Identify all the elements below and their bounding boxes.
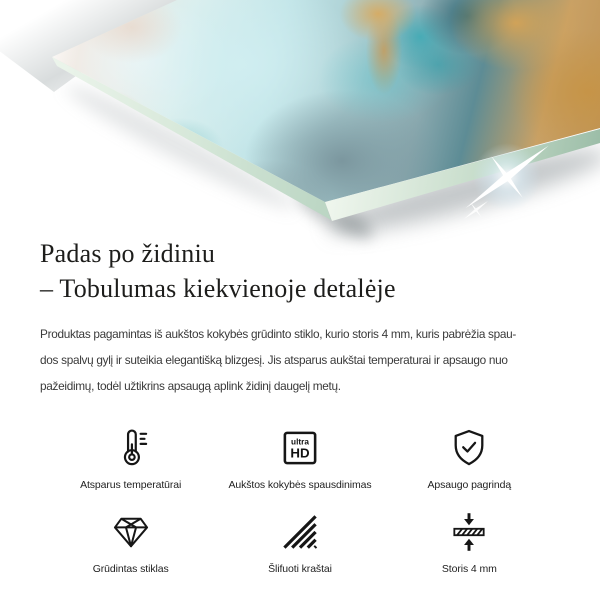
feature-label: Storis 4 mm	[441, 563, 497, 575]
feature-grid	[40, 424, 560, 577]
feature-thickness	[385, 508, 554, 577]
feature-label: Atsparus temperatūrai	[80, 479, 182, 491]
small-sparkle-icon	[458, 192, 494, 228]
ultra-hd-icon-text-bottom: HD	[290, 445, 310, 461]
thermometer-icon	[109, 424, 153, 472]
page-title	[40, 236, 560, 306]
feature-label: Aukštos kokybės spausdinimas	[228, 479, 372, 491]
shield-check-icon	[447, 424, 491, 472]
feature-protects-base	[385, 424, 554, 493]
feature-print-quality	[215, 424, 384, 493]
thickness-icon	[447, 508, 491, 556]
description-line: Produktas pagamintas iš aukštos kokybės grūdinto stiklo, kurio storis 4 mm, kuris pabrėžia spau-	[40, 327, 517, 341]
product-description	[40, 321, 560, 399]
feature-label: Grūdintas stiklas	[92, 563, 169, 575]
product-hero-image	[0, 0, 600, 230]
feature-polished-edges	[215, 508, 384, 577]
ultra-hd-icon	[278, 424, 322, 472]
feature-tempered-glass	[46, 508, 215, 577]
feature-label: Šlifuoti kraštai	[268, 563, 332, 575]
ultra-hd-icon-text-top: ultra	[291, 437, 309, 447]
title-line-2: – Tobulumas kiekvienoje detalėje	[40, 274, 396, 303]
diamond-icon	[109, 508, 153, 556]
title-line-1: Padas po židiniu	[40, 239, 216, 268]
polished-edges-icon	[278, 508, 322, 556]
feature-label: Apsaugo pagrindą	[427, 479, 512, 491]
description-line: dos spalvų gylį ir suteikia elegantišką blizgesį. Jis atsparus aukštai temperaturai ir apsaugo nuo	[40, 353, 508, 367]
feature-temperature	[46, 424, 215, 493]
description-line: pažeidimų, todėl užtikrins apsaugą aplink židinį daugelį metų.	[40, 379, 341, 393]
